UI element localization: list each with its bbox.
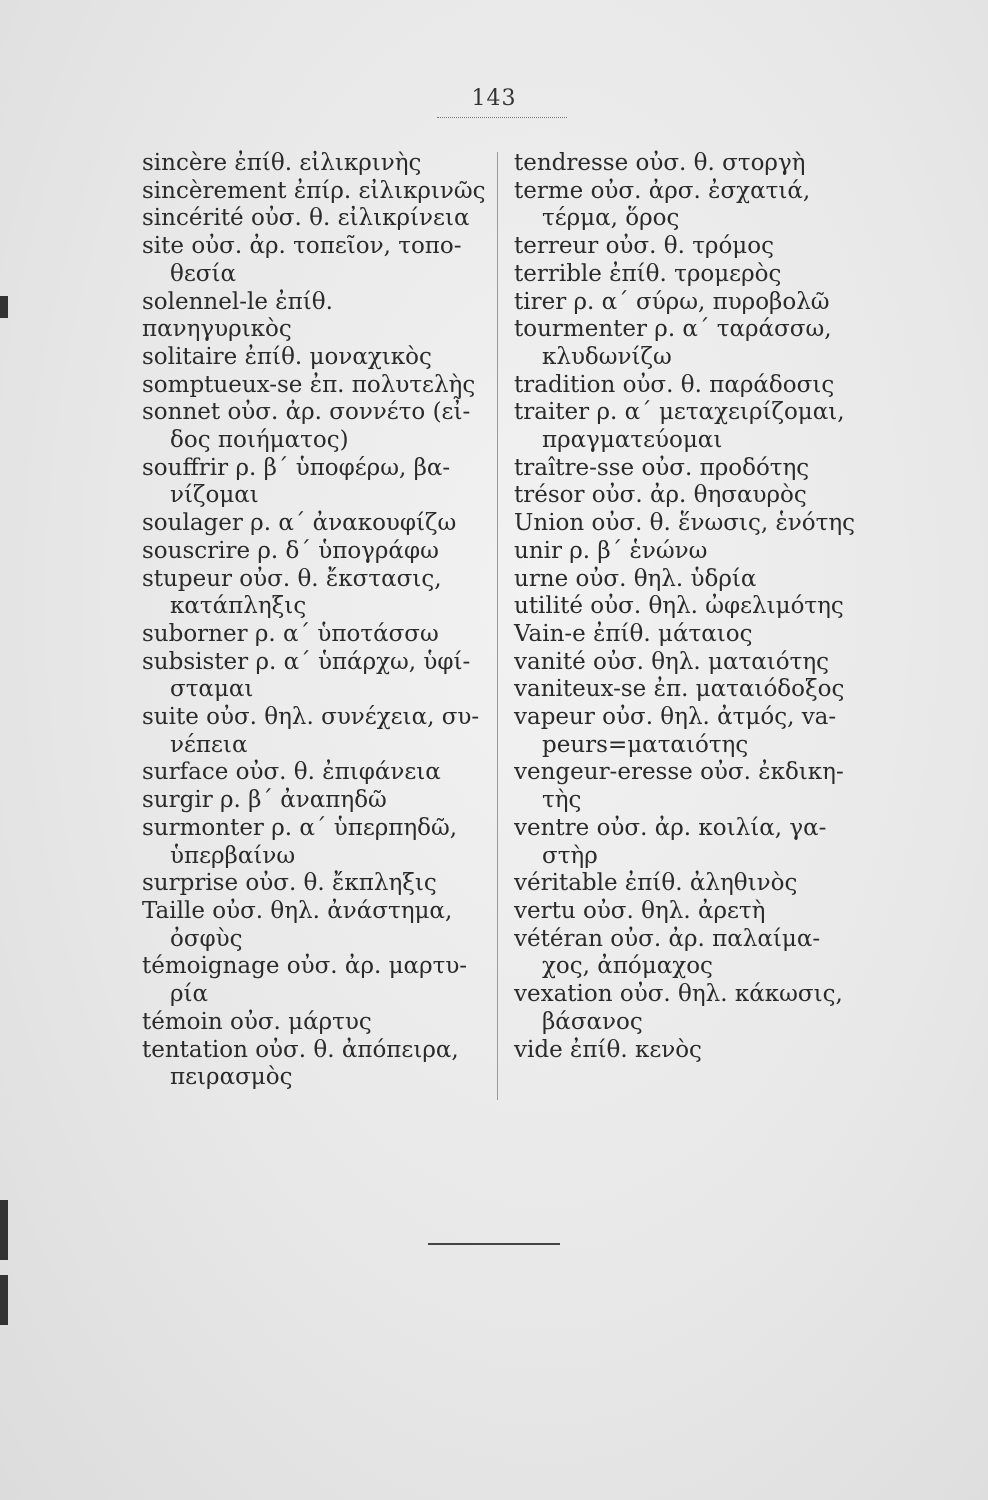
edge-mark (0, 296, 8, 318)
entry-text: traiter ρ. α΄ μεταχειρίζομαι, (514, 399, 845, 426)
entry-text: Union οὐσ. θ. ἕνωσις, ἑνότης (514, 510, 856, 537)
entry-text: surprise οὐσ. θ. ἔκπληξις (142, 870, 437, 897)
dictionary-entry (142, 649, 487, 704)
dictionary-entry (142, 1009, 487, 1037)
page-number: 143 (471, 86, 517, 111)
entry-continuation: σταμαι (170, 676, 254, 703)
dictionary-entry (142, 372, 487, 400)
dictionary-entry (142, 344, 487, 372)
left-column (142, 150, 487, 1092)
entry-text: souscrire ρ. δ΄ ὑπογράφω (142, 537, 439, 564)
entry-text: suite οὐσ. θηλ. συνέχεια, συ- (142, 704, 480, 731)
dictionary-entry (142, 566, 487, 621)
entry-text: suborner ρ. α΄ ὑποτάσσω (142, 620, 439, 647)
entry-text: ventre οὐσ. ἀρ. κοιλία, γα- (514, 814, 827, 841)
bottom-rule (428, 1243, 560, 1245)
entry-text: stupeur οὐσ. θ. ἔκστασις, (142, 565, 442, 592)
entry-continuation: ὀσφὺς (170, 925, 243, 952)
edge-mark (0, 1275, 8, 1325)
dictionary-entry (514, 455, 859, 483)
entry-continuation: νέπεια (170, 731, 248, 758)
entry-text: vanité οὐσ. θηλ. ματαιότης (514, 648, 830, 675)
dictionary-entry (514, 510, 859, 538)
dictionary-entry (514, 815, 859, 870)
entry-text: soulager ρ. α΄ ἀνακουφίζω (142, 510, 457, 537)
entry-text: tendresse οὐσ. θ. στοργὴ (514, 150, 806, 176)
entry-text: site οὐσ. ἀρ. τοπεῖον, τοπο- (142, 233, 462, 260)
entry-text: unir ρ. β΄ ἑνώνω (514, 537, 708, 564)
entry-text: utilité οὐσ. θηλ. ὠφελιμότης (514, 593, 844, 620)
dictionary-entry (142, 759, 487, 787)
dictionary-entry (142, 205, 487, 233)
dictionary-entry (514, 676, 859, 704)
entry-text: subsister ρ. α΄ ὑπάρχω, ὑφί- (142, 648, 471, 675)
entry-text: souffrir ρ. β΄ ὑποφέρω, βα- (142, 454, 451, 481)
dictionary-entry (514, 289, 859, 317)
dictionary-entry (142, 1037, 487, 1092)
dictionary-entry (514, 981, 859, 1036)
entry-text: terme οὐσ. ἀρσ. ἐσχατιά, (514, 177, 811, 204)
dictionary-entry (142, 150, 487, 178)
dictionary-entry (514, 399, 859, 454)
entry-continuation: ρία (170, 981, 209, 1008)
entry-text: vaniteux-se ἐπ. ματαιόδοξος (514, 676, 845, 703)
dictionary-entry (514, 593, 859, 621)
entry-text: vapeur οὐσ. θηλ. ἀτμός, va- (514, 704, 837, 731)
dictionary-entry (142, 178, 487, 206)
entry-text: véritable ἐπίθ. ἀληθινὸς (514, 870, 798, 897)
column-divider (497, 152, 498, 1100)
dictionary-entry (142, 455, 487, 510)
entry-continuation: στὴρ (542, 842, 598, 869)
entry-text: vengeur-eresse οὐσ. ἐκδικη- (514, 759, 844, 786)
entry-text: vexation οὐσ. θηλ. κάκωσις, (514, 981, 843, 1008)
entry-continuation: πραγματεύομαι (542, 427, 723, 454)
dictionary-entry (142, 399, 487, 454)
entry-text: tourmenter ρ. α΄ ταράσσω, (514, 316, 832, 343)
entry-text: vétéran οὐσ. ἀρ. παλαίμα- (514, 925, 821, 952)
entry-text: vertu οὐσ. θηλ. ἀρετὴ (514, 897, 766, 924)
dictionary-entry (142, 233, 487, 288)
page-number-dotted-rule (437, 117, 567, 118)
dictionary-entry (514, 759, 859, 814)
entry-text: tentation οὐσ. θ. ἀπόπειρα, (142, 1036, 459, 1063)
entry-text: Taille οὐσ. θηλ. ἀνάστημα, (142, 897, 453, 924)
entry-text: sincère ἐπίθ. εἰλικρινὴς (142, 150, 422, 176)
entry-continuation: βάσανος (542, 1008, 643, 1035)
entry-text: sincérité οὐσ. θ. εἰλικρίνεια (142, 205, 470, 232)
dictionary-entry (142, 538, 487, 566)
right-column (514, 150, 859, 1064)
dictionary-entry (514, 372, 859, 400)
entry-text: témoin οὐσ. μάρτυς (142, 1008, 372, 1035)
entry-continuation: peurs=ματαιότης (542, 731, 749, 758)
dictionary-entry (142, 621, 487, 649)
dictionary-entry (142, 289, 487, 344)
dictionary-entry (514, 233, 859, 261)
entry-text: solennel-le ἐπίθ. πανηγυρικὸς (142, 288, 333, 343)
edge-mark (0, 1200, 8, 1260)
entry-text: traître-sse οὐσ. προδότης (514, 454, 810, 481)
entry-text: terreur οὐσ. θ. τρόμος (514, 233, 774, 260)
dictionary-entry (514, 704, 859, 759)
dictionary-entry (514, 926, 859, 981)
dictionary-entry (142, 898, 487, 953)
dictionary-entry (514, 261, 859, 289)
entry-text: sincèrement ἐπίρ. εἰλικρινῶς (142, 177, 486, 204)
entry-continuation: ὑπερβαίνω (170, 842, 296, 869)
dictionary-entry (514, 178, 859, 233)
entry-text: tradition οὐσ. θ. παράδοσις (514, 371, 835, 398)
entry-continuation: κατάπληξις (170, 593, 307, 620)
dictionary-entry (514, 538, 859, 566)
dictionary-entry (514, 566, 859, 594)
entry-text: urne οὐσ. θηλ. ὑδρία (514, 565, 757, 592)
dictionary-entry (142, 870, 487, 898)
dictionary-entry (514, 482, 859, 510)
dictionary-entry (514, 316, 859, 371)
dictionary-entry (142, 704, 487, 759)
entry-continuation: χος, ἀπόμαχος (542, 953, 713, 980)
dictionary-entry (142, 953, 487, 1008)
entry-text: Vain-e ἐπίθ. μάταιος (514, 620, 753, 647)
entry-text: sonnet οὐσ. ἀρ. σοννέτο (εἶ- (142, 399, 471, 426)
entry-text: vide ἐπίθ. κενὸς (514, 1036, 702, 1063)
entry-text: surgir ρ. β΄ ἀναπηδῶ (142, 787, 387, 814)
dictionary-entry (142, 815, 487, 870)
entry-text: surface οὐσ. θ. ἐπιφάνεια (142, 759, 441, 786)
entry-text: solitaire ἐπίθ. μοναχικὸς (142, 343, 432, 370)
dictionary-entry (514, 649, 859, 677)
dictionary-entry (142, 787, 487, 815)
entry-continuation: τὴς (542, 787, 582, 814)
dictionary-entry (514, 621, 859, 649)
entry-continuation: τέρμα, ὅρος (542, 205, 680, 232)
entry-text: somptueux-se ἐπ. πολυτελὴς (142, 371, 476, 398)
dictionary-entry (514, 150, 859, 178)
entry-continuation: δος ποιήματος) (170, 427, 349, 454)
entry-text: surmonter ρ. α΄ ὑπερπηδῶ, (142, 814, 458, 841)
entry-text: tirer ρ. α΄ σύρω, πυροβολῶ (514, 288, 830, 315)
entry-text: témoignage οὐσ. ἀρ. μαρτυ- (142, 953, 468, 980)
entry-text: terrible ἐπίθ. τρομερὸς (514, 260, 782, 287)
entry-text: trésor οὐσ. ἀρ. θησαυρὸς (514, 482, 807, 509)
entry-continuation: κλυδωνίζω (542, 343, 672, 370)
entry-continuation: πειρασμὸς (170, 1064, 293, 1091)
dictionary-entry (142, 510, 487, 538)
entry-continuation: νίζομαι (170, 482, 259, 509)
entry-continuation: θεσία (170, 260, 237, 287)
dictionary-entry (514, 898, 859, 926)
dictionary-entry (514, 1037, 859, 1065)
dictionary-entry (514, 870, 859, 898)
